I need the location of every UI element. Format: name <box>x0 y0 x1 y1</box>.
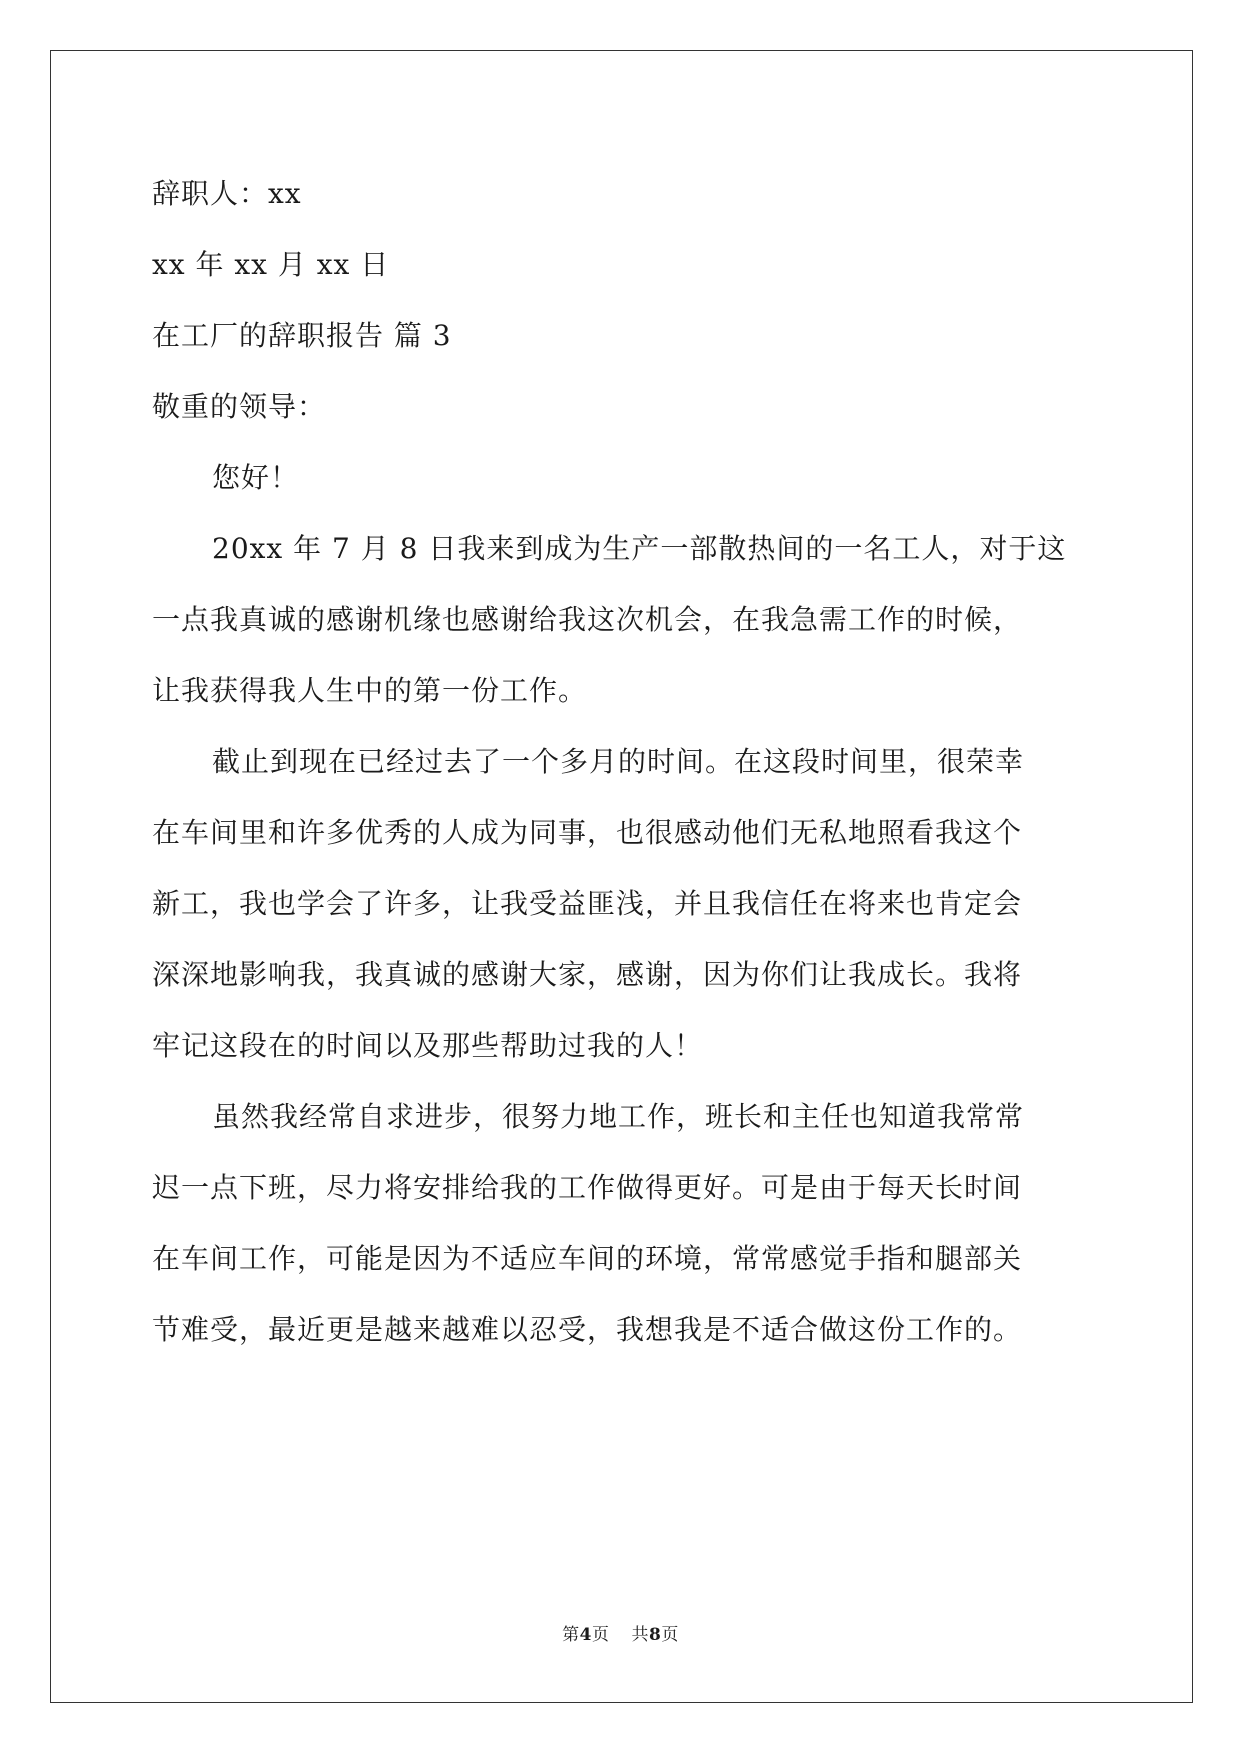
total-prefix: 共 <box>631 1625 649 1645</box>
paragraph-1 <box>152 513 1092 726</box>
paragraph-line: 在车间工作，可能是因为不适应车间的环境，常常感觉手指和腿部关 <box>152 1242 1023 1275</box>
paragraph-line: 截止到现在已经过去了一个多月的时间。在这段时间里，很荣幸 <box>212 745 1025 778</box>
page-suffix: 页 <box>592 1625 610 1645</box>
document-body <box>152 158 1092 1365</box>
salutation: 敬重的领导： <box>152 390 327 423</box>
page-total: 8 <box>649 1625 662 1645</box>
resigner-line: 辞职人：xx <box>152 177 302 210</box>
paragraph-line: 让我获得我人生中的第一份工作。 <box>152 674 588 707</box>
paragraph-line: 在车间里和许多优秀的人成为同事，也很感动他们无私地照看我这个 <box>152 816 1023 849</box>
page-prefix: 第 <box>562 1625 580 1645</box>
paragraph-3 <box>152 1081 1092 1365</box>
greeting: 您好！ <box>212 461 300 494</box>
page-footer <box>0 1620 1241 1645</box>
paragraph-2 <box>152 726 1092 1081</box>
paragraph-line: 新工，我也学会了许多，让我受益匪浅，并且我信任在将来也肯定会 <box>152 887 1023 920</box>
paragraph-line: 迟一点下班，尽力将安排给我的工作做得更好。可是由于每天长时间 <box>152 1171 1023 1204</box>
paragraph-line: 深深地影响我，我真诚的感谢大家，感谢，因为你们让我成长。我将 <box>152 958 1023 991</box>
page-current: 4 <box>579 1625 592 1645</box>
total-suffix: 页 <box>661 1625 679 1645</box>
paragraph-line: 20xx 年 7 月 8 日我来到成为生产一部散热间的一名工人，对于这 <box>212 532 1067 565</box>
date-line: xx 年 xx 月 xx 日 <box>152 248 390 281</box>
paragraph-line: 牢记这段在的时间以及那些帮助过我的人！ <box>152 1029 704 1062</box>
paragraph-line: 一点我真诚的感谢机缘也感谢给我这次机会，在我急需工作的时候， <box>152 603 1023 636</box>
paragraph-line: 虽然我经常自求进步，很努力地工作，班长和主任也知道我常常 <box>212 1100 1025 1133</box>
paragraph-line: 节难受，最近更是越来越难以忍受，我想我是不适合做这份工作的。 <box>152 1313 1023 1346</box>
section-title: 在工厂的辞职报告 篇 3 <box>152 319 452 352</box>
